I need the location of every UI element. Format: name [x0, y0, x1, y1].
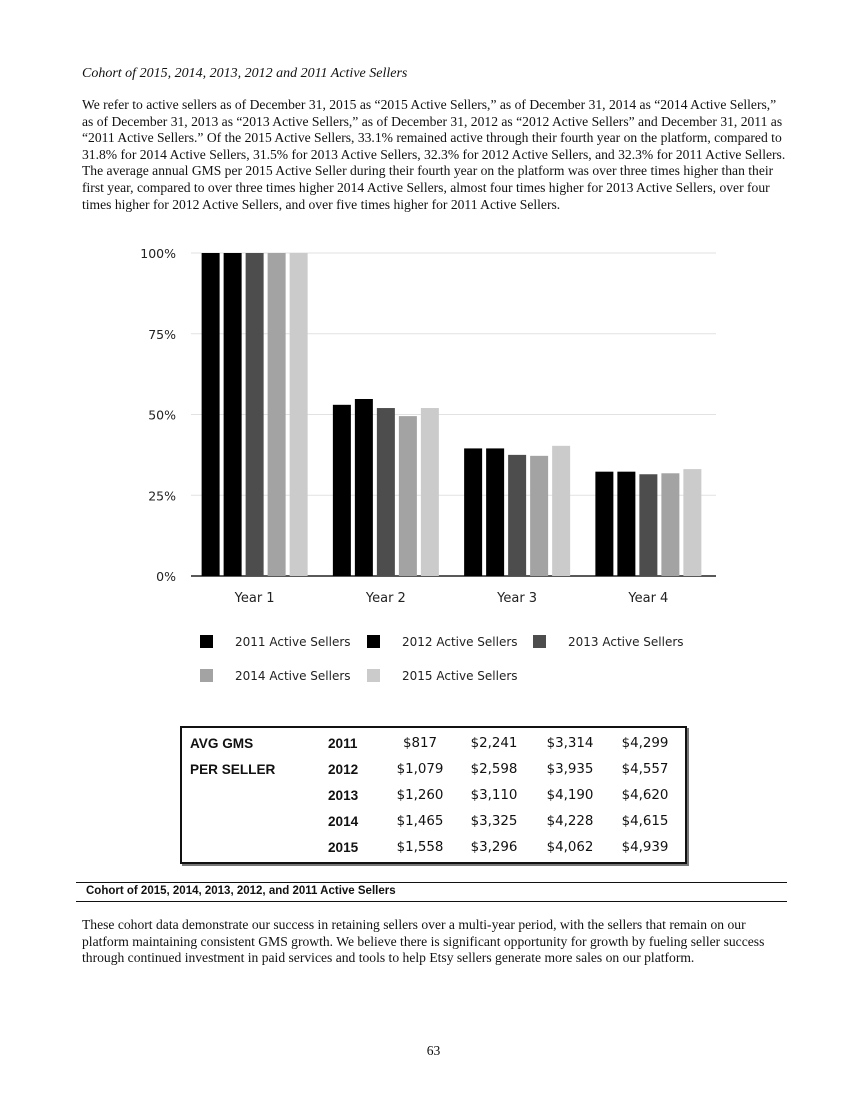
bar: [246, 253, 264, 576]
figure-caption-bar: [76, 882, 787, 902]
y-tick-label: 25%: [148, 488, 176, 504]
bar: [421, 408, 439, 576]
bar: [355, 399, 373, 576]
legend-label: 2011 Active Sellers: [235, 635, 351, 649]
legend-label: 2014 Active Sellers: [235, 669, 351, 683]
legend-label: 2015 Active Sellers: [402, 669, 518, 683]
table-value-cell: $817: [402, 736, 438, 751]
table-value-cell: $2,598: [470, 762, 518, 777]
table-value-cell: $1,465: [396, 814, 444, 829]
table-value-cell: $1,260: [396, 788, 444, 803]
y-tick-label: 50%: [148, 407, 176, 423]
x-tick-label: Year 2: [365, 591, 406, 606]
table-value-cell: $3,110: [470, 788, 518, 803]
x-tick-label: Year 4: [628, 591, 669, 606]
table-value-cell: $4,939: [621, 840, 669, 855]
table-value-cell: $1,079: [396, 762, 444, 777]
legend-swatch: [200, 669, 213, 682]
table-year-cell: 2015: [328, 840, 359, 855]
table-value-cell: $3,296: [470, 840, 518, 855]
bar: [683, 469, 701, 576]
table-value-cell: $1,558: [396, 840, 444, 855]
figure-caption: Cohort of 2015, 2014, 2013, 2012, and 2011 Active Sellers: [86, 885, 396, 897]
bar: [202, 253, 220, 576]
table-label-line1: AVG GMS: [190, 736, 254, 751]
bar: [639, 474, 657, 576]
table-value-cell: $4,615: [621, 814, 669, 829]
bar: [486, 448, 504, 576]
table-value-cell: $4,299: [621, 736, 669, 751]
y-tick-label: 100%: [140, 246, 176, 261]
table-year-cell: 2014: [328, 814, 359, 829]
bar: [399, 416, 417, 576]
x-tick-label: Year 1: [234, 591, 275, 606]
legend-swatch: [367, 669, 380, 682]
table-value-cell: $4,620: [621, 788, 669, 803]
legend-swatch: [367, 635, 380, 648]
legend-swatch: [533, 635, 546, 648]
bar: [377, 408, 395, 576]
y-tick-label: 75%: [148, 326, 176, 342]
table-value-cell: $4,228: [546, 814, 594, 829]
bar: [268, 253, 286, 576]
retention-chart-svg: [126, 235, 726, 695]
bar: [333, 405, 351, 576]
bar: [552, 446, 570, 576]
table-value-cell: $3,325: [470, 814, 518, 829]
retention-chart: [126, 235, 726, 695]
bar: [530, 456, 548, 576]
table-year-cell: 2012: [328, 762, 359, 777]
table-value-cell: $4,190: [546, 788, 594, 803]
bar: [595, 472, 613, 576]
table-value-cell: $2,241: [470, 736, 518, 751]
bar: [464, 448, 482, 576]
legend-swatch: [200, 635, 213, 648]
table-value-cell: $4,557: [621, 762, 669, 777]
bar: [617, 472, 635, 576]
table-year-cell: 2013: [328, 788, 359, 803]
bar: [661, 473, 679, 576]
x-tick-label: Year 3: [497, 591, 538, 606]
table-value-cell: $4,062: [546, 840, 594, 855]
y-tick-label: 0%: [156, 569, 176, 584]
bar: [508, 455, 526, 576]
section-heading: Cohort of 2015, 2014, 2013, 2012 and 2011 Active Sellers: [82, 66, 408, 81]
conclusion-paragraph: These cohort data demonstrate our success in retaining sellers over a multi-year period, with the sellers that remain on our platform maintaining consistent GMS growth. We believe there is significant opportunity for growth by fueling seller success through continued investment in paid services and tools to help Etsy sellers generate more sales on our platform.: [82, 917, 765, 966]
legend-label: 2013 Active Sellers: [568, 635, 684, 649]
table-label-line2: PER SELLER: [190, 762, 276, 777]
table-value-cell: $3,314: [546, 736, 594, 751]
table-value-cell: $3,935: [546, 762, 594, 777]
bar: [224, 253, 242, 576]
bar: [290, 253, 308, 576]
intro-paragraph: We refer to active sellers as of December 31, 2015 as “2015 Active Sellers,” as of December 31, 2014 as “2014 Active Sellers,” as of December 31, 2013 as “2013 Active Sellers,” as of December 31, 2012 as “2012 Active Sellers” and December 31, 2011 as “2011 Active Sellers.” Of the 2015 Active Sellers, 33.1% remained active through their fourth year on the platform, compared to 31.8% for 2014 Active Sellers, 31.5% for 2013 Active Sellers, 32.3% for 2012 Active Sellers, and 32.3% for 2011 Active Sellers. The average annual GMS per 2015 Active Seller during their fourth year on the platform was over three times higher than their first year, compared to over three times higher 2014 Active Sellers, almost four times higher for 2013 Active Sellers, over four times higher for 2012 Active Sellers, and over five times higher for 2011 Active Sellers.: [82, 97, 786, 212]
avg-gms-table: [180, 726, 687, 864]
page-number: 63: [426, 1043, 441, 1058]
table-year-cell: 2011: [328, 736, 358, 751]
legend-label: 2012 Active Sellers: [402, 635, 518, 649]
